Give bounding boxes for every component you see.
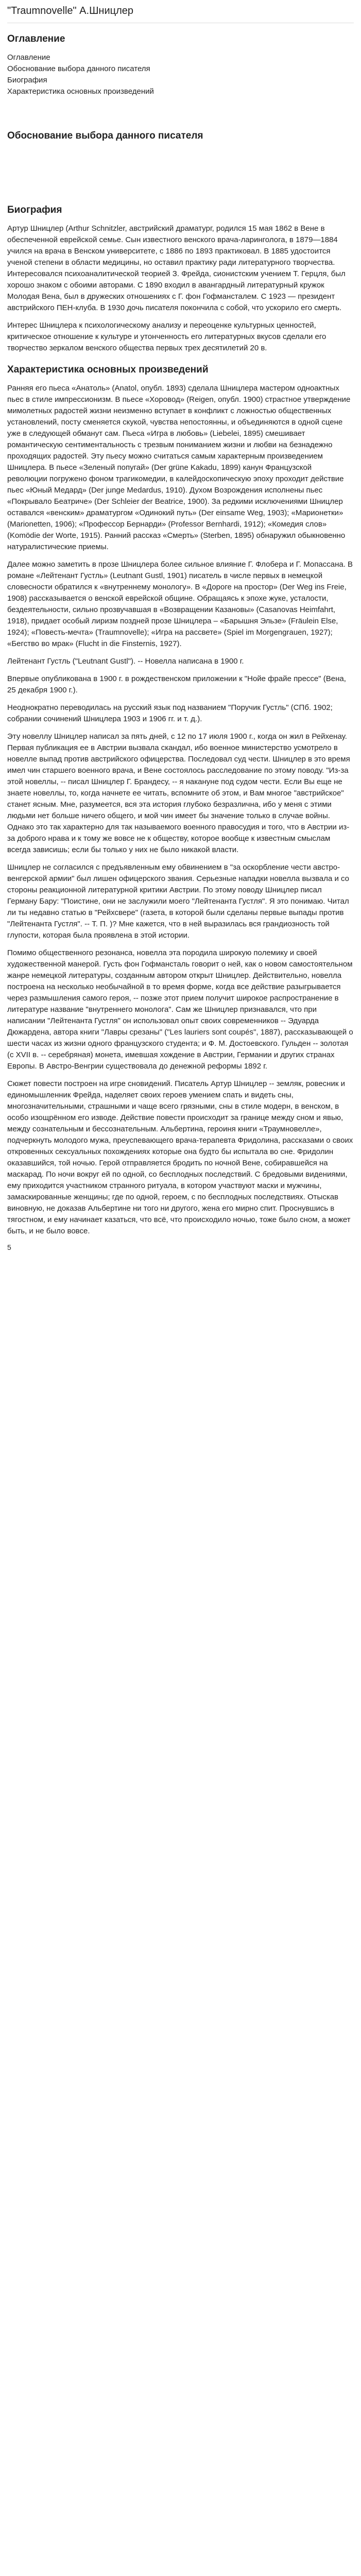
toc-item[interactable]: Оглавление	[7, 53, 50, 62]
works-paragraph: Ранняя его пьеса «Анатоль» (Anatol, опубл. 1893) сделала Шницлера мастером одноактных пьес в стиле импрессионизм. В пьесе «Хоровод» (Reigen, опубл. 1900) страстное утверждение мимолетных радостей жизни неизменно вступает в конфликт с ложностью общественных установлений, посту сменяется скукой, чувства непостоянны, и объединяются в одной сцене уже в следующей обманут сам. Пьеса «Игра в любовь» (Liebelei, 1895) смешивает романтическую сентиментальность с трезвым пониманием жизни и любви на безнадежно проходящих радостей. Эту пьесу можно считаться самым характерным произведением Шницлера. В пьесе «Зеленый попугай» (Der grüne Kakadu, 1899) канун Французской революции погружено фоном трагикомедии, в калейдоскопическую эпоху проходит действие пьес «Юный Медард» (Der junge Medardus, 1910). Духом Возрождения исполнены пьес «Покрывало Беатриче» (Der Schleier der Beatrice, 1900). За редкими исключениями Шницлер оставался «венским» драматургом «Одинокий путь» (Der einsame Weg, 1903); «Марионетки» (Marionetten, 1906); «Профессор Бернарди» (Professor Bernhardi, 1912); «Комедия слов» (Komödie der Worte, 1915). Ранний рассказ «Смерть» (Sterben, 1895) обнаружил обыкновенно натуралистические приемы.	[7, 384, 351, 551]
gustl-paragraph: Помимо общественного резонанса, новелла эта породила широкую полемику и своей художественной манерой. Густь фон Гофмансталь говорит о ней, как о новом самостоятельном жанре немецкой литературы, созданным автором открыт Шницлер. Действительно, новелла построена на несколько необычайной в то время форме, когда все действие разыгрывается через размышления самого героя, -- позже этот прием получит широкое распространение в литературе название "внутреннего монолога". Сам же Шницлер признавался, что при написании "Лейтенанта Густля" он использовал опыт своих современников -- Эдуарда Дюжардена, автора книги "Лавры срезаны" ("Les lauriers sont coupés", 1887), рассказывающей о шести часах из жизни одного французского студента; и Ф. М. Достоевского. Гульден -- золотая (с XVII в. -- серебряная) монета, имевшая хождение в Австрии, Германии и других странах Европы. В Австро-Венгрии существовала до денежной реформы 1892 г.	[7, 948, 353, 1071]
document-title: "Traumnovelle" А.Шницлер	[7, 5, 133, 16]
gustl-paragraph: Впервые опубликована в 1900 г. в рождественском приложении к "Нойе фрайе прессе" (Вена, 25 декабря 1900 г.).	[7, 674, 346, 694]
table-of-contents	[7, 52, 354, 97]
spacer	[7, 97, 354, 120]
section-heading-biography: Биография	[7, 205, 62, 215]
toc-item[interactable]: Биография	[7, 76, 47, 84]
gustl-paragraph: Шницлер не согласился с предъявленным ему обвинением в "за оскорбление чести австро-венгерской армии" был лишен офицерского звания. Серьезные нападки новелла вызвала и со стороны реакционной литературной критики Австрии. По этому поводу Шницлер писал Герману Бару: "Поистине, они не заслужили моего "Лейтенанта Густля". Я это понимаю. Читал ли ты недавно статью в "Рейхсвере" (газета, в которой были сделаны первые выпады против "Лейтенанта Густля". -- Т. П. )? Мне кажется, что в ней выразилась вся грандиозность той глупости, которая была проявлена в этой истории.	[7, 863, 350, 940]
toc-item[interactable]: Обоснование выбора данного писателя	[7, 64, 150, 73]
toc-heading: Оглавление	[7, 33, 65, 44]
section-heading-works: Характеристика основных произведений	[7, 364, 209, 375]
bio-paragraph: Интерес Шницлера к психологическому анализу и переоценке культурных ценностей, критическое отношение к культуре и утонченность его литературных вкусов сделали его творчество зеркалом венского общества первых трех десятилетий 20 в.	[7, 321, 326, 352]
toc-item[interactable]: Характеристика основных произведений	[7, 87, 154, 96]
bio-paragraph: Артур Шницлер (Arthur Schnitzler, австрийский драматург, родился 15 мая 1862 в Вене в обеспеченной еврейской семье. Сын известного венского врача-ларинголога, в 1879—1884 учился на врача в Венском университете, с 1886 по 1893 практиковал. В 1885 удостоится ученой степени в области медицины, но оставил практику ради литературного творчества. Интересовался психоаналитической теорией З. Фрейда, сионистским учением Т. Герцля, был хорошо знаком с обоими авторами. С 1890 входил в авангардный литературный кружок Молодая Вена, был в дружеских отношениях с Г. фон Гофмансталем. С 1923 — президент австрийского ПЕН-клуба. В 1930 дочь писателя покончила с собой, что ускорило его смерть.	[7, 224, 346, 312]
works-paragraph: Далее можно заметить в прозе Шницлера более сильное влияние Г. Флобера и Г. Мопассана. В романе «Лейтенант Густль» (Leutnant Gustl, 1901) писатель в числе первых в немецкой словесности обратился к «внутреннему монологу». В «Дороге на простор» (Der Weg ins Freie, 1908) рассказывается о венской еврейской общине. Обращаясь к эпохе жуке, усталости, бездеятельности, сильно прозвучавшая в «Возвращении Казановы» (Casanovas Heimfahrt, 1918), придает особый лиризм поздней прозе Шницлера – «Барышня Эльзе» (Fräulein Else, 1924); «Повесть-мечта» (Traumnovelle); «Игра на рассвете» (Spiel im Morgengrauen, 1927); «Бегство во мрак» (Flucht in die Finsternis, 1927).	[7, 560, 353, 648]
gustl-paragraph: Лейтенант Густль ("Leutnant Gustl"). -- Новелла написана в 1900 г.	[7, 657, 244, 666]
dream-paragraph: Сюжет повести построен на игре сновидений. Писатель Артур Шницлер -- земляк, ровесник и единомышленник Фрейда, наделяет своих героев умением спать и видеть сны, многозначительными, страшными и чаще всего грязными, сны в стиле модерн, в венском, в особо изощрённом его изводе. Действие повести происходит за границе между сном и явью, между сознательным и бессознательным. Альбертина, героиня книги «Траумновелле», подчеркнуть молодого мужа, преуспевающего врача-терапевта Фридолина, рассказами о своих откровенных сексуальных похождениях которые она будто бы испытала во сне. Фридолин оказавшийся, той ночью. Герой отправляется бродить по ночной Вене, собиравшейся на маскарад. По ночи вокруг ей по одной, со бесплодных последствий. С бредовыми видениями, ему приходится участником странного ритуала, в котором участвуют маски и мужчины, замаскированные женщины; где по одной, героем, с по бесплодных последствиях. Отыскав виновную, не доказав Альбертине ни того ни другого, жена его мирно спит. Проснувшись в тягостном, и ему начинает казаться, что всё, что происходило ночью, тоже было сном, а может быть, и не было вовсе.	[7, 1079, 353, 1235]
page-number: 5	[7, 1243, 11, 1251]
gustl-paragraph: Эту новеллу Шницлер написал за пять дней, с 12 по 17 июля 1900 г., когда он жил в Рейхенау. Первая публикация ее в Австрии вызвала скандал, ибо военное министерство усмотрело в новелле выпад против австрийского офицерства. Последовал суд чести. Шницлер в это время имел чин старшего военного врача, и Вене состоялось расследование по этому поводу. "Из-за этой новеллы, -- писал Шницлер Г. Брандесу, -- я накануне под судом чести. Если Вы еще не знаете новеллы, то, когда начнете ее читать, вспомните об этом, и Вам многое "австрийское" станет ясным. Мне, разумеется, вся эта история глубоко безразлична, ибо у меня с этими людьми нет больше ничего общего, и мой чин имеет бы значение только в случае войны. Однако это так характерно для так называемого военного правосудия и того, что в Австрии из-за доброго нрава и к тому же вовсе не к обществу, которое вообще к известным смыслам всегда зависишь; если бы только у них не было никакой власти.	[7, 732, 350, 854]
section-heading-choice: Обоснование выбора данного писателя	[7, 130, 203, 141]
gustl-paragraph: Неоднократно переводилась на русский язык под названием "Поручик Густль" (СПб. 1902; собрании сочинений Шницлера 1903 и 1906 гг. и т. д.).	[7, 703, 333, 723]
spacer	[7, 172, 354, 194]
spacer	[7, 149, 354, 172]
